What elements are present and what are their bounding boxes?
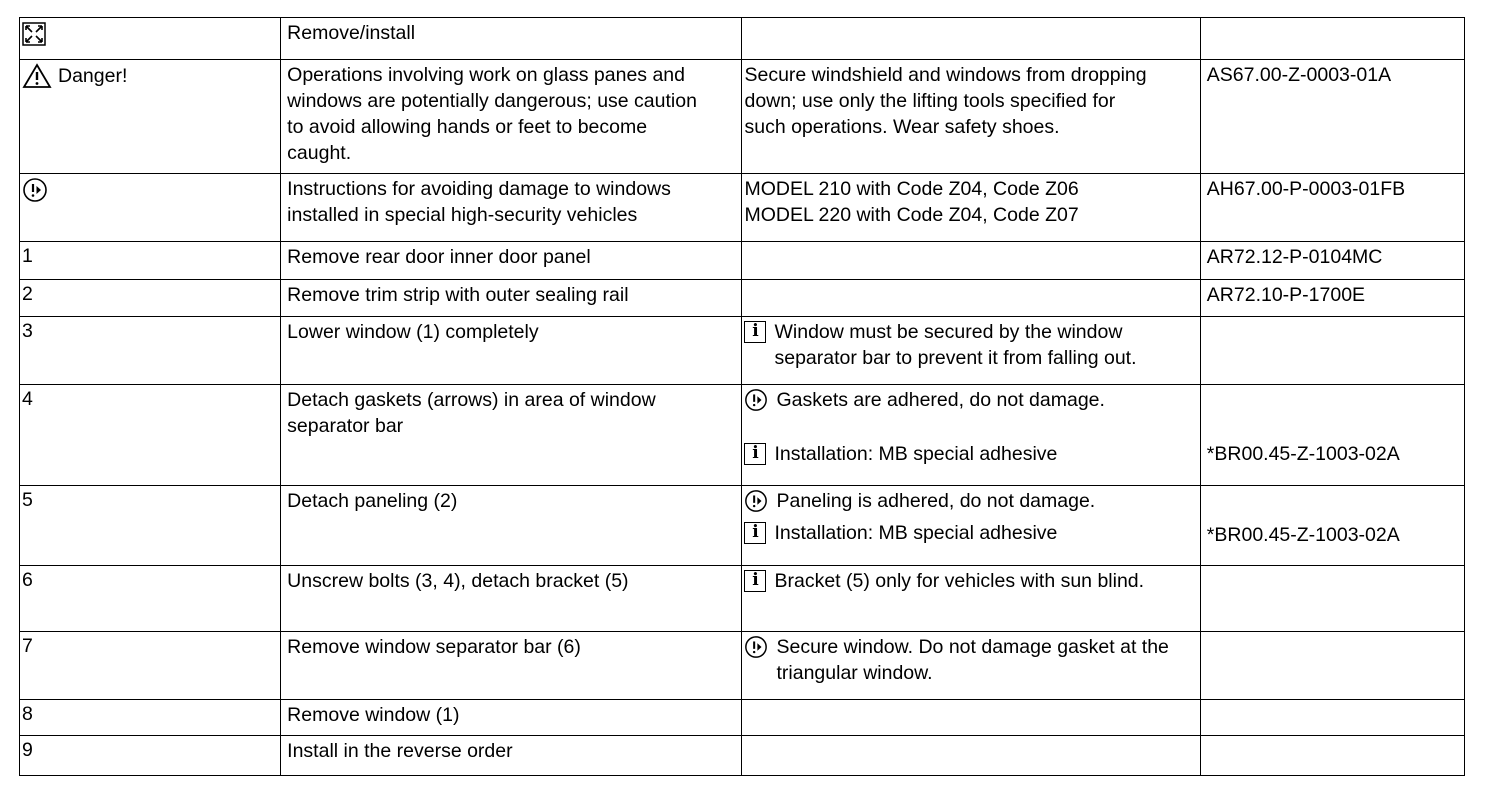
table-row (20, 700, 1465, 736)
step-operation: Detach gaskets (arrows) in area of window separator bar (281, 385, 742, 486)
step-number: 1 (20, 242, 281, 280)
info-icon: i (744, 443, 766, 465)
damage-note-icon (744, 489, 768, 513)
damage-note-icon (744, 388, 768, 412)
step-note: Window must be secured by the window separator bar to prevent it from falling out. (774, 321, 1137, 369)
step-note: Installation: MB special adhesive (774, 522, 1058, 544)
danger-text-line: Operations involving work on glass panes and (287, 64, 685, 86)
table-row (20, 280, 1465, 317)
step-operation: Remove window separator bar (6) (281, 632, 742, 700)
step-note: Installation: MB special adhesive (774, 443, 1058, 465)
table-row (20, 242, 1465, 280)
step-number: 2 (20, 280, 281, 317)
header-label: Remove/install (281, 18, 742, 60)
info-icon: i (744, 321, 766, 343)
step-number: 4 (20, 385, 281, 486)
step-number: 3 (20, 317, 281, 385)
step-operation: Install in the reverse order (281, 736, 742, 776)
step-number: 6 (20, 566, 281, 632)
step-number: 8 (20, 700, 281, 736)
damage-note-icon (22, 177, 48, 203)
danger-text-line: windows are potentially dangerous; use caution (287, 90, 697, 112)
step-note: Gaskets are adhered, do not damage. (776, 389, 1105, 411)
step-ref: *BR00.45-Z-1003-02A (1206, 524, 1400, 546)
danger-measure-line: such operations. Wear safety shoes. (744, 116, 1060, 138)
security-ref: AH67.00-P-0003-01FB (1200, 174, 1464, 242)
danger-label: Danger! (58, 65, 128, 87)
step-operation: Detach paneling (2) (281, 486, 742, 566)
table-row (20, 566, 1465, 632)
danger-text-line: to avoid allowing hands or feet to become (287, 116, 648, 138)
remove-install-icon (22, 22, 46, 46)
step-number: 5 (20, 486, 281, 566)
step-operation: Remove rear door inner door panel (281, 242, 742, 280)
danger-ref: AS67.00-Z-0003-01A (1200, 60, 1464, 174)
danger-text-line: caught. (287, 142, 352, 164)
table-row (20, 632, 1465, 700)
step-number: 9 (20, 736, 281, 776)
security-text-line: installed in special high-security vehicles (287, 204, 638, 226)
header-row (20, 18, 1465, 60)
danger-row (20, 60, 1465, 174)
step-ref: *BR00.45-Z-1003-02A (1206, 443, 1400, 465)
damage-note-icon (744, 635, 768, 659)
danger-measure-line: Secure windshield and windows from dropping (744, 64, 1147, 86)
security-model-line: MODEL 220 with Code Z04, Code Z07 (744, 204, 1079, 226)
info-icon: i (744, 570, 766, 592)
security-model-line: MODEL 210 with Code Z04, Code Z06 (744, 178, 1079, 200)
table-row (20, 385, 1465, 486)
step-note: Secure window. Do not damage gasket at the triangular window. (776, 636, 1169, 684)
step-ref: AR72.12-P-0104MC (1200, 242, 1464, 280)
danger-measure-line: down; use only the lifting tools specified for (744, 90, 1116, 112)
table-row (20, 736, 1465, 776)
step-ref: AR72.10-P-1700E (1200, 280, 1464, 317)
table-row (20, 486, 1465, 566)
warning-triangle-icon (22, 63, 52, 89)
security-row (20, 174, 1465, 242)
step-note: Bracket (5) only for vehicles with sun blind. (774, 570, 1145, 592)
security-text-line: Instructions for avoiding damage to windows (287, 178, 671, 200)
step-operation: Remove window (1) (281, 700, 742, 736)
step-operation: Remove trim strip with outer sealing rail (281, 280, 742, 317)
table-row (20, 317, 1465, 385)
step-number: 7 (20, 632, 281, 700)
step-operation: Unscrew bolts (3, 4), detach bracket (5) (281, 566, 742, 632)
step-note: Paneling is adhered, do not damage. (776, 490, 1096, 512)
info-icon: i (744, 522, 766, 544)
step-operation: Lower window (1) completely (281, 317, 742, 385)
procedure-table (19, 17, 1465, 776)
